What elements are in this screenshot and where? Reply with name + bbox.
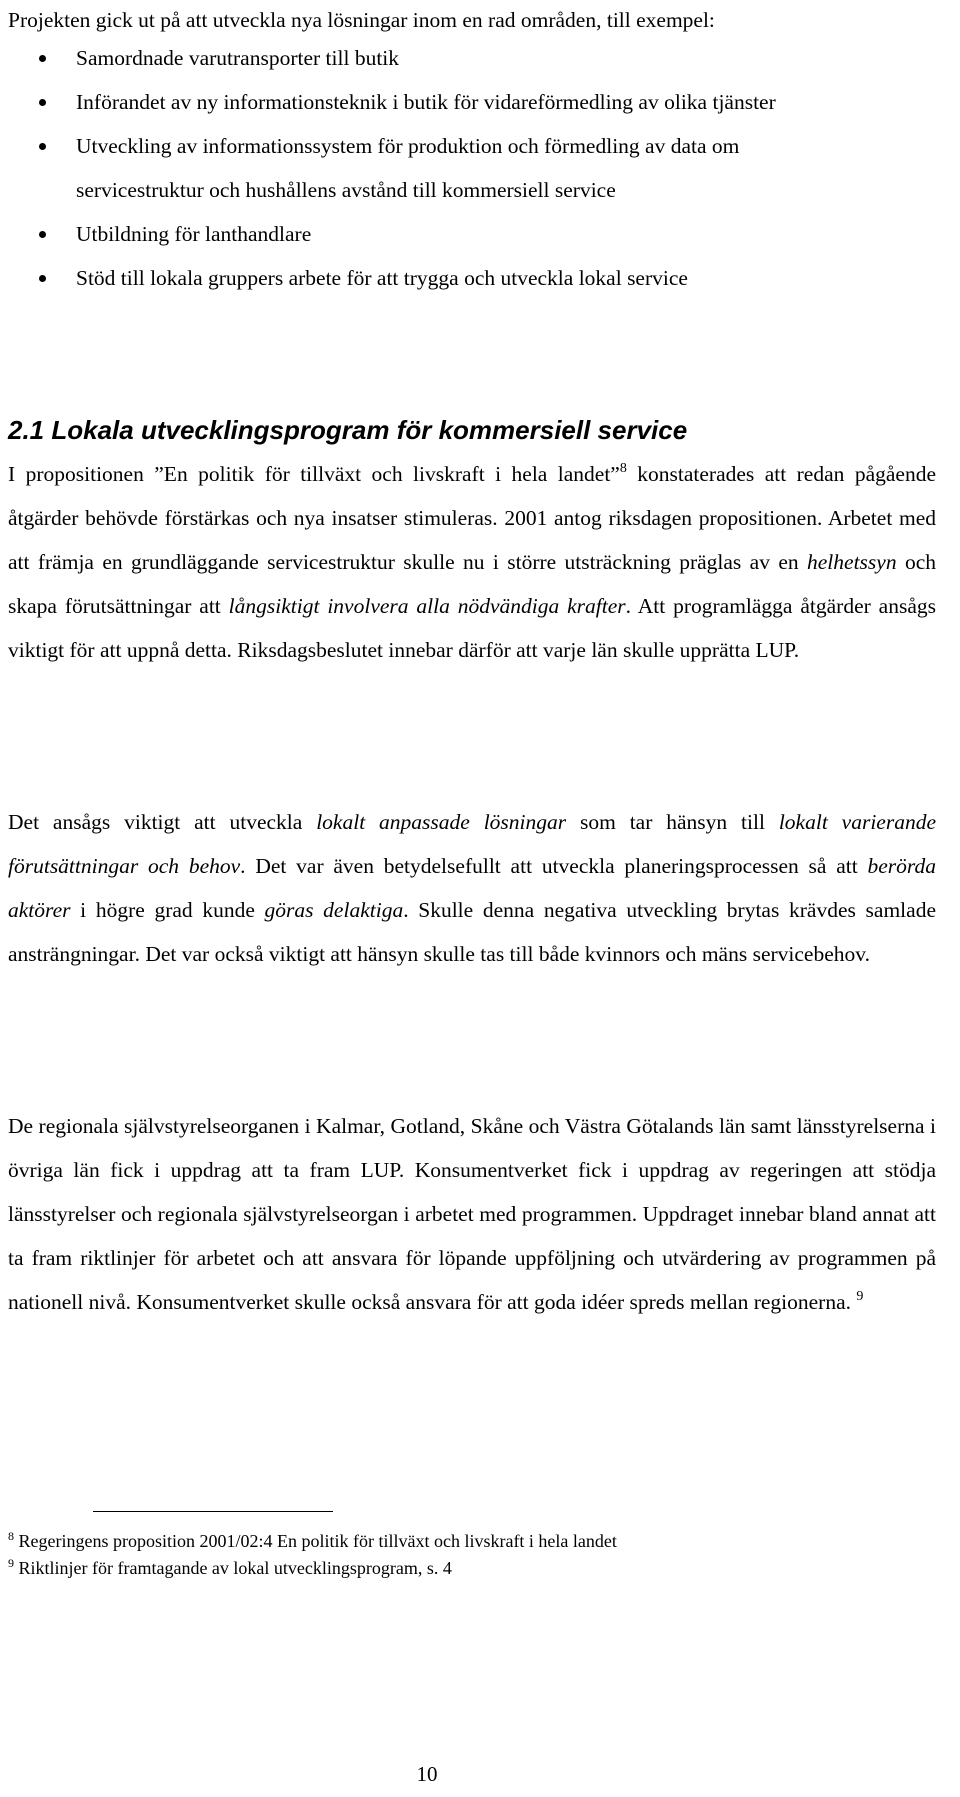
- emphasis-text: långsiktigt involvera alla nödvändiga krafter: [228, 594, 626, 618]
- emphasis-text: lokalt varierande förutsättningar och behov: [8, 810, 937, 878]
- footnote-item: [8, 1528, 617, 1555]
- emphasis-text: helhetssyn: [807, 550, 897, 574]
- paragraph-3: [8, 1104, 936, 1324]
- footnotes: [8, 1528, 617, 1582]
- footnote-number: 8: [8, 1529, 14, 1543]
- paragraph-1: [8, 452, 936, 672]
- paragraph-text: i högre grad kunde: [70, 898, 265, 922]
- footnote-text: Riktlinjer för framtagande av lokal utvecklingsprogram, s. 4: [18, 1558, 452, 1578]
- project-areas-list: [8, 36, 868, 300]
- paragraph-text: De regionala självstyrelseorganen i Kalmar, Gotland, Skåne och Västra Götalands län samt länsstyrelserna i övriga län fick i uppdrag att ta fram LUP. Konsumentverket fick i uppdrag av regeringen att stödja länsstyrelser och regionala självstyrelseorgan i arbetet med programmen. Uppdraget innebar bland annat att ta fram riktlinjer för arbetet och att ansvara för löpande uppföljning och utvärdering av programmen på nationell nivå. Konsumentverket skulle också ansvara för att goda idéer spreds mellan regionerna.: [8, 1114, 936, 1314]
- list-item: Samordnade varutransporter till butik: [8, 36, 868, 80]
- paragraph-text: konstaterades att redan pågående åtgärder behövde förstärkas och nya insatser stimuleras. 2001 antog riksdagen propositionen. Arbetet med att främja en grundläggande servicestruktur skulle nu i större utsträckning präglas av en: [8, 462, 936, 574]
- emphasis-text: berörda aktörer: [8, 854, 936, 922]
- page-number: 10: [416, 1762, 438, 1786]
- footnote-text: Regeringens proposition 2001/02:4 En politik för tillväxt och livskraft i hela landet: [18, 1531, 617, 1551]
- footnote-divider: [93, 1511, 333, 1512]
- footnote-number: 9: [8, 1556, 14, 1570]
- paragraph-text: Det ansågs viktigt att utveckla: [8, 810, 317, 834]
- paragraph-2: [8, 800, 936, 976]
- paragraph-text: . Det var även betydelsefullt att utveckla planeringsprocessen så att: [240, 854, 868, 878]
- paragraph-text: och skapa förutsättningar att: [8, 550, 936, 618]
- list-item: Utveckling av informationssystem för produktion och förmedling av data om servicestruktur och hushållens avstånd till kommersiell service: [8, 124, 868, 212]
- list-item: Införandet av ny informationsteknik i butik för vidareförmedling av olika tjänster: [8, 80, 868, 124]
- list-item: Stöd till lokala gruppers arbete för att trygga och utveckla lokal service: [8, 256, 868, 300]
- section-heading: 2.1 Lokala utvecklingsprogram för kommersiell service: [8, 415, 688, 445]
- emphasis-text: lokalt anpassade lösningar: [316, 810, 567, 834]
- footnote-item: [8, 1555, 617, 1582]
- paragraph-text: . Att programlägga åtgärder ansågs viktigt för att uppnå detta. Riksdagsbeslutet innebar därför att varje län skulle upprätta LUP.: [8, 594, 936, 662]
- paragraph-text: I propositionen ”En politik för tillväxt och livskraft i hela landet”: [8, 462, 620, 486]
- footnote-ref-9: 9: [856, 1289, 864, 1304]
- emphasis-text: göras delaktiga: [264, 898, 404, 922]
- intro-text: Projekten gick ut på att utveckla nya lösningar inom en rad områden, till exempel:: [8, 8, 715, 32]
- list-item: Utbildning för lanthandlare: [8, 212, 868, 256]
- paragraph-text: . Skulle denna negativa utveckling brytas krävdes samlade ansträngningar. Det var också viktigt att hänsyn skulle tas till både kvinnors och mäns servicebehov.: [8, 898, 936, 966]
- paragraph-text: som tar hänsyn till: [566, 810, 779, 834]
- footnote-ref-8: 8: [619, 461, 627, 476]
